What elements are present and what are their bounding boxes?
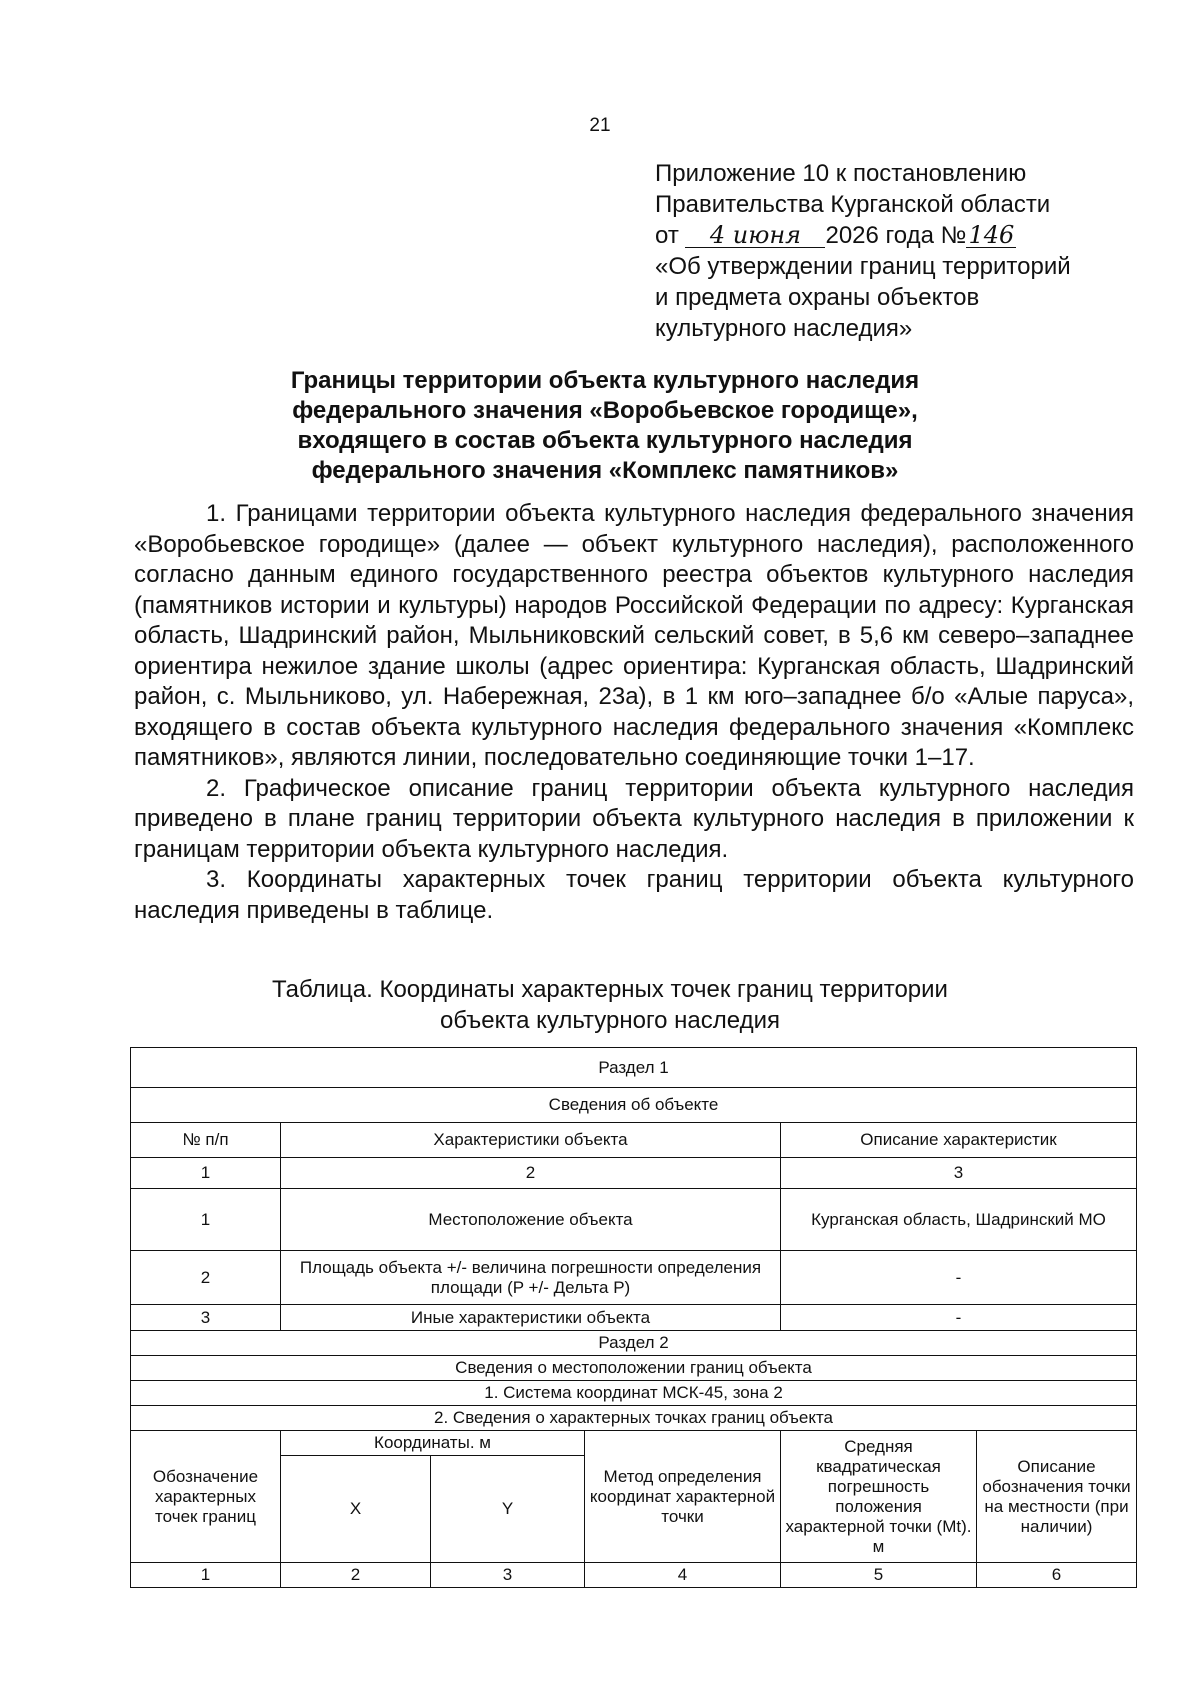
points-info-header: 2. Сведения о характерных точках границ объекта bbox=[131, 1406, 1137, 1431]
document-title bbox=[130, 366, 1080, 486]
description-cell: - bbox=[781, 1251, 1137, 1305]
column-header-description: Описание характеристик bbox=[781, 1123, 1137, 1158]
characteristic-cell: Местоположение объекта bbox=[281, 1189, 781, 1251]
column-number-cell: 1 bbox=[131, 1563, 281, 1588]
location-info-header: Сведения о местоположении границ объекта bbox=[131, 1356, 1137, 1381]
table-row bbox=[131, 1563, 1137, 1588]
header-point-designation: Обозначение характерных точек границ bbox=[131, 1431, 281, 1563]
page-number: 21 bbox=[589, 115, 611, 136]
appendix-date-line bbox=[655, 220, 1175, 251]
characteristic-cell: Иные характеристики объекта bbox=[281, 1305, 781, 1331]
paragraph-1: 1. Границами территории объекта культурного наследия федерального значения «Воробьевское городище» (далее — объект культурного наследия), расположенного согласно данным единого государственного реестра объектов культурного наследия (памятников истории и культуры) народов Российской Федерации по адресу: Курганская область, Шадринский район, Мыльниковский сельский совет, в 5,6 км северо–западнее ориентира нежилое здание школы (адрес ориентира: Курганская область, Шадринский район, с. Мыльниково, ул. Набережная, 23а), в 1 км юго–западнее б/о «Алые паруса», входящего в состав объекта культурного наследия федерального значения «Комплекс памятников», являются линии, последовательно соединяющие точки 1–17. bbox=[134, 500, 1134, 771]
object-info-header: Сведения об объекте bbox=[131, 1088, 1137, 1123]
section-2-header: Раздел 2 bbox=[131, 1331, 1137, 1356]
appendix-line-4: «Об утверждении границ территорий bbox=[655, 253, 1071, 280]
description-cell: Курганская область, Шадринский МО bbox=[781, 1189, 1137, 1251]
handwritten-date: 4 июня bbox=[685, 223, 825, 248]
title-line-3: входящего в состав объекта культурного наследия bbox=[297, 427, 913, 454]
column-number-cell: 4 bbox=[585, 1563, 781, 1588]
paragraph-2: 2. Графическое описание границ территории объекта культурного наследия приведено в плане границ территории объекта культурного наследия в приложении к границам территории объекта культурного наследия. bbox=[134, 774, 1134, 863]
header-y: Y bbox=[431, 1456, 585, 1563]
header-point-description: Описание обозначения точки на местности (при наличии) bbox=[977, 1431, 1137, 1563]
table-row bbox=[131, 1189, 1137, 1251]
row-number-cell: 1 bbox=[131, 1189, 281, 1251]
table-caption-line-2: объекта культурного наследия bbox=[439, 1007, 781, 1034]
row-number-cell: 2 bbox=[131, 1251, 281, 1305]
body-text bbox=[134, 499, 1134, 926]
index-cell: 1 bbox=[131, 1158, 281, 1189]
appendix-from-prefix: от bbox=[655, 222, 679, 249]
section-1-header: Раздел 1 bbox=[131, 1048, 1137, 1088]
characteristic-cell: Площадь объекта +/- величина погрешности определения площади (P +/- Дельта P) bbox=[281, 1251, 781, 1305]
index-cell: 2 bbox=[281, 1158, 781, 1189]
row-number-cell: 3 bbox=[131, 1305, 281, 1331]
header-coordinates: Координаты. м bbox=[281, 1431, 585, 1456]
header-x: X bbox=[281, 1456, 431, 1563]
column-number-cell: 6 bbox=[977, 1563, 1137, 1588]
coordinates-table bbox=[130, 1047, 1137, 1588]
table-row bbox=[131, 1305, 1137, 1331]
title-line-2: федерального значения «Воробьевское городище», bbox=[292, 397, 918, 424]
column-header-characteristics: Характеристики объекта bbox=[281, 1123, 781, 1158]
column-header-number: № п/п bbox=[131, 1123, 281, 1158]
index-cell: 3 bbox=[781, 1158, 1137, 1189]
appendix-line-5: и предмета охраны объектов bbox=[655, 284, 980, 311]
appendix-line-1: Приложение 10 к постановлению bbox=[655, 160, 1027, 187]
title-line-1: Границы территории объекта культурного наследия bbox=[290, 367, 920, 394]
table-caption-line-1: Таблица. Координаты характерных точек границ территории bbox=[272, 976, 948, 1003]
header-error: Средняя квадратическая погрешность положения характерной точки (Mt). м bbox=[781, 1431, 977, 1563]
title-line-4: федерального значения «Комплекс памятников» bbox=[311, 457, 899, 484]
column-number-cell: 5 bbox=[781, 1563, 977, 1588]
table-caption bbox=[180, 974, 1040, 1036]
paragraph-3: 3. Координаты характерных точек границ территории объекта культурного наследия приведены в таблице. bbox=[134, 866, 1134, 924]
appendix-header bbox=[655, 158, 1175, 344]
appendix-line-2: Правительства Курганской области bbox=[655, 191, 1051, 218]
column-number-cell: 3 bbox=[431, 1563, 585, 1588]
table-row bbox=[131, 1158, 1137, 1189]
handwritten-number: 146 bbox=[966, 223, 1016, 248]
table-row bbox=[131, 1251, 1137, 1305]
appendix-line-6: культурного наследия» bbox=[655, 315, 913, 342]
header-method: Метод определения координат характерной точки bbox=[585, 1431, 781, 1563]
coordinate-system-row: 1. Система координат МСК-45, зона 2 bbox=[131, 1381, 1137, 1406]
column-number-cell: 2 bbox=[281, 1563, 431, 1588]
appendix-year-text: 2026 года № bbox=[825, 222, 967, 249]
description-cell: - bbox=[781, 1305, 1137, 1331]
